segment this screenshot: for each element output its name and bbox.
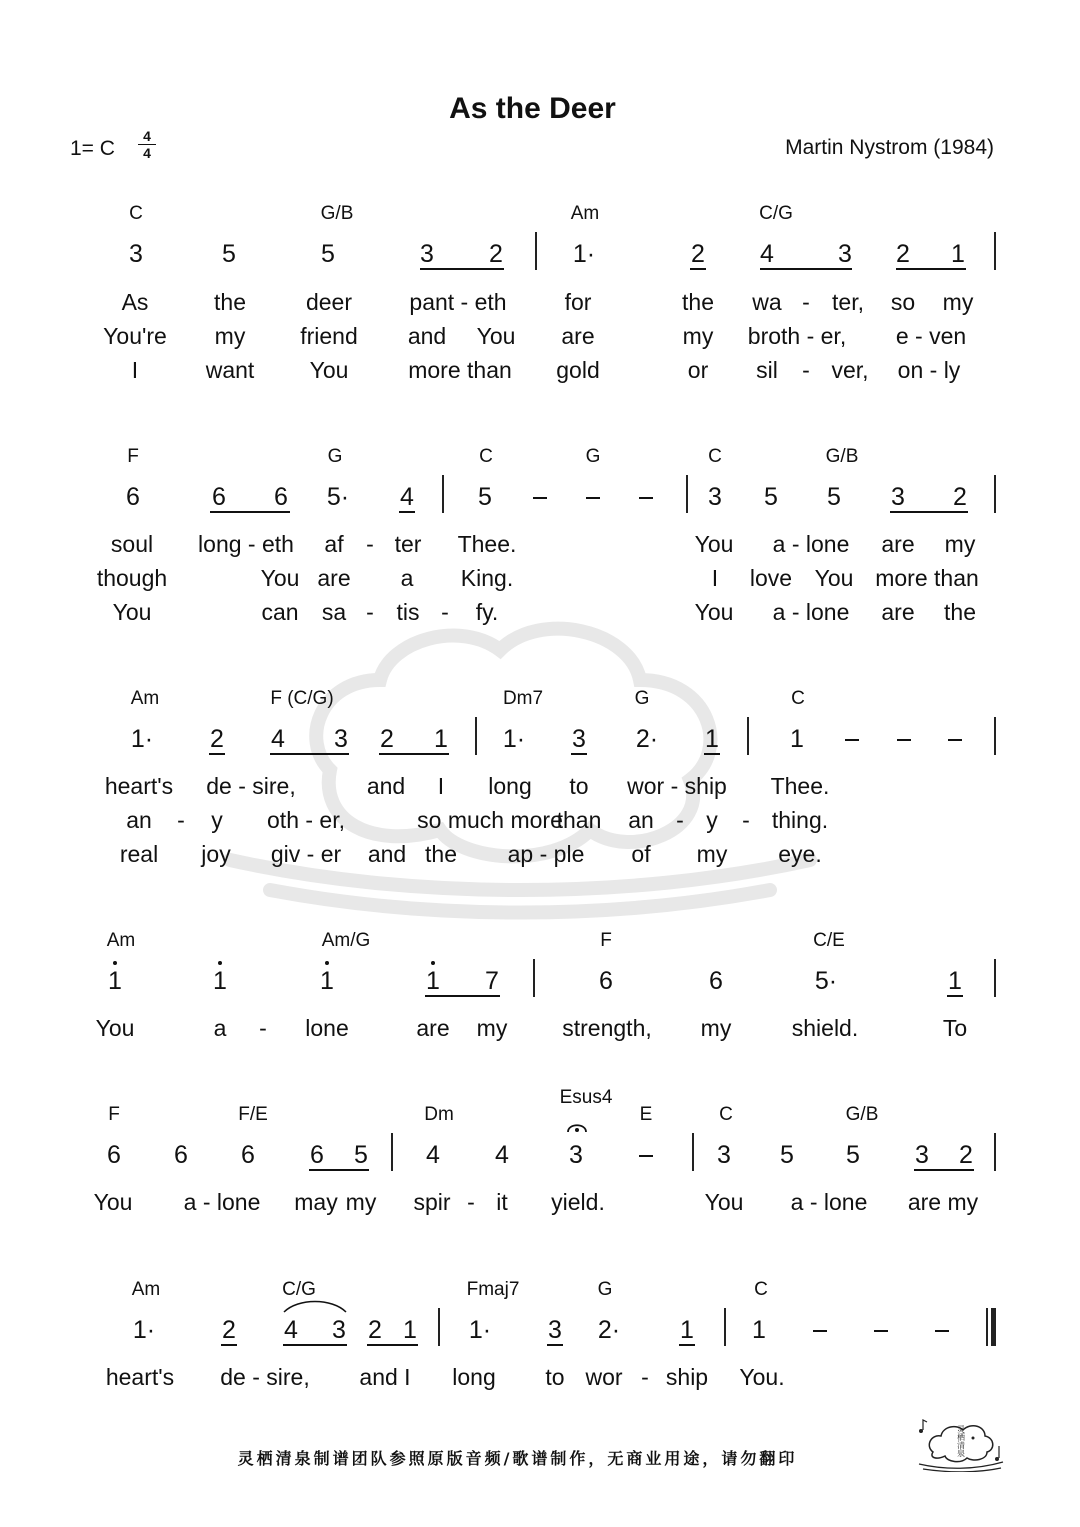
chord-symbol: E: [639, 1104, 653, 1125]
note: 1·: [572, 240, 596, 268]
underline-eighth: [914, 1169, 974, 1171]
note: 3: [548, 1316, 562, 1344]
lyric: y: [706, 807, 718, 833]
chord-symbol: G/B: [320, 203, 354, 224]
lyric: You're: [103, 323, 167, 349]
lyric: love: [749, 565, 793, 591]
note: 5: [846, 1141, 860, 1169]
chord-symbol: C: [754, 1279, 768, 1300]
time-signature: [138, 128, 156, 161]
note: 4: [495, 1141, 509, 1169]
lyric: e - ven: [895, 323, 967, 349]
note: 1: [752, 1316, 766, 1344]
lyric: tis: [396, 599, 420, 625]
lyric: You: [694, 531, 734, 557]
lyric: You: [112, 599, 152, 625]
lyric: -: [467, 1189, 475, 1215]
underline-eighth: [896, 268, 966, 270]
lyric: and: [367, 841, 407, 867]
chord-symbol: Am: [130, 688, 160, 709]
lyric: to: [569, 773, 589, 799]
note: 2: [368, 1316, 382, 1344]
lyric: the: [944, 599, 976, 625]
sustain-dash: [639, 1155, 653, 1157]
bar-line: [994, 959, 996, 997]
chord-symbol: C: [129, 203, 143, 224]
lyric: -: [177, 807, 185, 833]
underline-eighth: [420, 268, 504, 270]
chord-symbol: C/G: [282, 1279, 316, 1300]
sustain-dash: [533, 497, 547, 499]
lyric: -: [259, 1015, 267, 1041]
lyric: my: [476, 1015, 508, 1041]
bar-line: [533, 959, 535, 997]
lyric: may: [294, 1189, 338, 1215]
underline-eighth: [571, 753, 587, 755]
note: 2: [691, 240, 705, 268]
lyric: though: [96, 565, 168, 591]
note: 6: [310, 1141, 324, 1169]
underline-eighth: [890, 511, 968, 513]
note: 1·: [468, 1316, 492, 1344]
lyric: the: [214, 289, 246, 315]
lyric: You.: [739, 1364, 785, 1390]
note: 2: [959, 1141, 973, 1169]
chord-symbol: C: [719, 1104, 733, 1125]
lyric: heart's: [104, 773, 174, 799]
lyric: I: [711, 565, 719, 591]
chord-symbol: G: [585, 446, 601, 467]
note: 1: [426, 967, 440, 995]
lyric: ter,: [832, 289, 864, 315]
sustain-dash: [845, 739, 859, 741]
note: 1·: [502, 725, 526, 753]
lyric: -: [366, 599, 374, 625]
note: 2: [953, 483, 967, 511]
lyric: ter: [394, 531, 422, 557]
lyric: a: [400, 565, 414, 591]
note: 6: [241, 1141, 255, 1169]
lyric: the: [682, 289, 714, 315]
chord-symbol: Am/G: [321, 930, 371, 951]
lyric: long: [488, 773, 532, 799]
note: 5: [354, 1141, 368, 1169]
lyric: and I: [359, 1364, 411, 1390]
note: 6: [174, 1141, 188, 1169]
lyric: de - sire,: [206, 773, 296, 799]
note: 3: [332, 1316, 346, 1344]
note: 4: [426, 1141, 440, 1169]
note: 1: [108, 967, 122, 995]
lyric: long: [452, 1364, 496, 1390]
underline-eighth: [309, 1169, 369, 1171]
underline-eighth: [760, 268, 852, 270]
note: 3: [569, 1141, 583, 1169]
lyric: ship: [665, 1364, 709, 1390]
underline-eighth: [679, 1344, 695, 1346]
lyric: ap - ple: [507, 841, 585, 867]
final-bar-thick: [991, 1308, 996, 1346]
lyric: of: [631, 841, 651, 867]
lyric: are: [317, 565, 351, 591]
lyric: a - lone: [790, 1189, 868, 1215]
lyric: You: [309, 357, 349, 383]
underline-eighth: [425, 995, 500, 997]
note: 4: [400, 483, 414, 511]
lyric: oth - er,: [267, 807, 345, 833]
lyric: more than: [408, 357, 512, 383]
note: 1: [951, 240, 965, 268]
underline-eighth: [379, 753, 449, 755]
underline-eighth: [283, 1344, 347, 1346]
note: 2: [210, 725, 224, 753]
bar-line: [994, 232, 996, 270]
lyric: -: [742, 807, 750, 833]
lyric: To: [942, 1015, 968, 1041]
lyric: to: [545, 1364, 565, 1390]
high-octave-dot: [218, 961, 222, 965]
sustain-dash: [874, 1330, 888, 1332]
lyric: long - eth: [198, 531, 294, 557]
note: 3: [572, 725, 586, 753]
note: 7: [485, 967, 499, 995]
underline-eighth: [690, 268, 706, 270]
lyric: fy.: [475, 599, 499, 625]
bar-line: [475, 717, 477, 755]
lyric: and: [366, 773, 406, 799]
lyric: friend: [300, 323, 358, 349]
chord-symbol: C: [708, 446, 722, 467]
note: 2: [489, 240, 503, 268]
note: 3: [915, 1141, 929, 1169]
underline-eighth: [947, 995, 963, 997]
lyric: -: [641, 1364, 649, 1390]
lyric: -: [441, 599, 449, 625]
slur-tie: [280, 1298, 350, 1314]
lyric: are my: [907, 1189, 979, 1215]
lyric: You: [95, 1015, 135, 1041]
chord-symbol: C/G: [759, 203, 793, 224]
bar-line: [747, 717, 749, 755]
lyric: an: [126, 807, 152, 833]
final-bar-thin: [986, 1308, 988, 1346]
note: 1: [705, 725, 719, 753]
note: 2: [896, 240, 910, 268]
lyric: it: [496, 1189, 508, 1215]
lyric: and: [407, 323, 447, 349]
underline-eighth: [704, 753, 720, 755]
lyric: are: [881, 531, 915, 557]
chord-symbol: Fmaj7: [466, 1279, 520, 1300]
lyric: an: [628, 807, 654, 833]
chord-symbol: Dm7: [502, 688, 544, 709]
bar-line: [391, 1133, 393, 1171]
lyric: sa: [321, 599, 347, 625]
lyric: strength,: [562, 1015, 652, 1041]
time-signature-bottom: 4: [143, 145, 151, 161]
lyric: -: [802, 357, 810, 383]
note: 3: [717, 1141, 731, 1169]
note: 4: [760, 240, 774, 268]
high-octave-dot: [113, 961, 117, 965]
lyric: thing.: [771, 807, 829, 833]
sustain-dash: [639, 497, 653, 499]
note: 2·: [635, 725, 659, 753]
lyric: are: [561, 323, 595, 349]
lyric: a - lone: [772, 599, 850, 625]
note: 3: [129, 240, 143, 268]
note: 5: [764, 483, 778, 511]
lyric: -: [676, 807, 684, 833]
note: 5: [321, 240, 335, 268]
footer-credit: 灵栖清泉制谱团队参照原版音频/歌谱制作，无商业用途，请勿翻印: [237, 1449, 798, 1468]
note: 3: [420, 240, 434, 268]
lyric: for: [564, 289, 592, 315]
lyric: than: [556, 807, 602, 833]
chord-symbol: F: [108, 1104, 120, 1125]
underline-eighth: [270, 753, 349, 755]
lyric: a - lone: [772, 531, 850, 557]
lyric: are: [416, 1015, 450, 1041]
lyric: pant - eth: [409, 289, 507, 315]
lyric: Thee.: [457, 531, 517, 557]
lyric: my: [944, 531, 976, 557]
chord-symbol: G: [597, 1279, 613, 1300]
lyric: so much more: [417, 807, 563, 833]
lyric: yield.: [551, 1189, 605, 1215]
bar-line: [724, 1308, 726, 1346]
note: 3: [891, 483, 905, 511]
note: 1·: [132, 1316, 156, 1344]
note: 2: [222, 1316, 236, 1344]
note: 3: [838, 240, 852, 268]
chord-symbol: F: [127, 446, 139, 467]
lyric: eye.: [778, 841, 822, 867]
chord-symbol: Am: [131, 1279, 161, 1300]
lyric: wor - ship: [627, 773, 727, 799]
note: 6: [212, 483, 226, 511]
bar-line: [438, 1308, 440, 1346]
sustain-dash: [948, 739, 962, 741]
note: 6: [599, 967, 613, 995]
note: 1: [948, 967, 962, 995]
note: 5: [222, 240, 236, 268]
bar-line: [535, 232, 537, 270]
lyric: -: [366, 531, 374, 557]
underline-eighth: [399, 511, 415, 513]
lyric: Thee.: [770, 773, 830, 799]
note: 5·: [326, 483, 350, 511]
bar-line: [994, 1133, 996, 1171]
lyric: You: [694, 599, 734, 625]
lyric: af: [324, 531, 344, 557]
footer-logo: [915, 1416, 1007, 1472]
lyric: You: [814, 565, 854, 591]
bar-line: [994, 475, 996, 513]
sustain-dash: [813, 1330, 827, 1332]
chord-symbol: Esus4: [559, 1087, 613, 1108]
lyric: my: [696, 841, 728, 867]
note: 5: [780, 1141, 794, 1169]
lyric: You: [704, 1189, 744, 1215]
note: 5: [478, 483, 492, 511]
chord-symbol: F: [600, 930, 612, 951]
lyric: my: [700, 1015, 732, 1041]
underline-eighth: [221, 1344, 237, 1346]
chord-symbol: F/E: [238, 1104, 268, 1125]
lyric: giv - er: [270, 841, 342, 867]
lyric: ver,: [831, 357, 869, 383]
lyric: my: [345, 1189, 377, 1215]
sustain-dash: [586, 497, 600, 499]
note: 4: [284, 1316, 298, 1344]
chord-symbol: C: [791, 688, 805, 709]
lyric: You: [260, 565, 300, 591]
chord-symbol: G/B: [845, 1104, 879, 1125]
footer-logo-text: 灵栖清泉: [957, 1425, 965, 1458]
lyric: real: [119, 841, 159, 867]
bar-line: [692, 1133, 694, 1171]
lyric: a: [213, 1015, 227, 1041]
bar-line: [994, 717, 996, 755]
lyric: gold: [556, 357, 600, 383]
underline-eighth: [367, 1344, 418, 1346]
lyric: the: [425, 841, 457, 867]
fermata-icon: [566, 1120, 588, 1134]
chord-symbol: G: [634, 688, 650, 709]
chord-symbol: G/B: [825, 446, 859, 467]
note: 6: [274, 483, 288, 511]
lyric: You: [476, 323, 516, 349]
lyric: my: [214, 323, 246, 349]
note: 4: [271, 725, 285, 753]
lyric: more than: [875, 565, 979, 591]
underline-eighth: [209, 753, 225, 755]
lyric: You: [93, 1189, 133, 1215]
note: 2: [380, 725, 394, 753]
underline-eighth: [210, 511, 290, 513]
note: 5: [827, 483, 841, 511]
lyric: y: [211, 807, 223, 833]
lyric: shield.: [791, 1015, 859, 1041]
lyric: lone: [305, 1015, 349, 1041]
lyric: soul: [110, 531, 154, 557]
chord-symbol: C/E: [813, 930, 845, 951]
bar-line: [442, 475, 444, 513]
lyric: sil: [756, 357, 778, 383]
lyric: my: [682, 323, 714, 349]
lyric: broth - er,: [747, 323, 847, 349]
chord-symbol: Am: [570, 203, 600, 224]
lyric: on - ly: [897, 357, 961, 383]
key-signature: 1= C: [70, 137, 115, 160]
composer-credit: Martin Nystrom (1984): [785, 136, 994, 159]
lyric: King.: [460, 565, 514, 591]
lyric: I: [437, 773, 445, 799]
high-octave-dot: [431, 961, 435, 965]
note: 1: [320, 967, 334, 995]
lyric: so: [890, 289, 916, 315]
sustain-dash: [935, 1330, 949, 1332]
note: 1·: [130, 725, 154, 753]
note: 6: [107, 1141, 121, 1169]
note: 5·: [814, 967, 838, 995]
time-signature-top: 4: [143, 128, 151, 144]
lyric: wa: [752, 289, 782, 315]
lyric: joy: [201, 841, 231, 867]
note: 6: [709, 967, 723, 995]
bar-line: [686, 475, 688, 513]
note: 3: [334, 725, 348, 753]
chord-symbol: G: [327, 446, 343, 467]
lyric: wor: [585, 1364, 623, 1390]
note: 1: [680, 1316, 694, 1344]
lyric: deer: [305, 289, 353, 315]
lyric: my: [942, 289, 974, 315]
chord-symbol: Am: [106, 930, 136, 951]
note: 1: [434, 725, 448, 753]
lyric: heart's: [105, 1364, 175, 1390]
lyric: de - sire,: [220, 1364, 310, 1390]
lyric: As: [121, 289, 149, 315]
lyric: are: [881, 599, 915, 625]
underline-eighth: [547, 1344, 563, 1346]
lyric: want: [205, 357, 255, 383]
note: 1: [213, 967, 227, 995]
note: 6: [126, 483, 140, 511]
chord-symbol: F (C/G): [270, 688, 334, 709]
lyric: -: [802, 289, 810, 315]
lyric: I: [131, 357, 139, 383]
chord-symbol: C: [479, 446, 493, 467]
high-octave-dot: [325, 961, 329, 965]
lyric: spir: [413, 1189, 451, 1215]
note: 1: [790, 725, 804, 753]
lyric: can: [261, 599, 299, 625]
lyric: or: [687, 357, 709, 383]
chord-symbol: Dm: [424, 1104, 454, 1125]
note: 3: [708, 483, 722, 511]
note: 1: [403, 1316, 417, 1344]
lyric: a - lone: [183, 1189, 261, 1215]
note: 2·: [597, 1316, 621, 1344]
song-title: As the Deer: [449, 92, 616, 125]
sustain-dash: [897, 739, 911, 741]
